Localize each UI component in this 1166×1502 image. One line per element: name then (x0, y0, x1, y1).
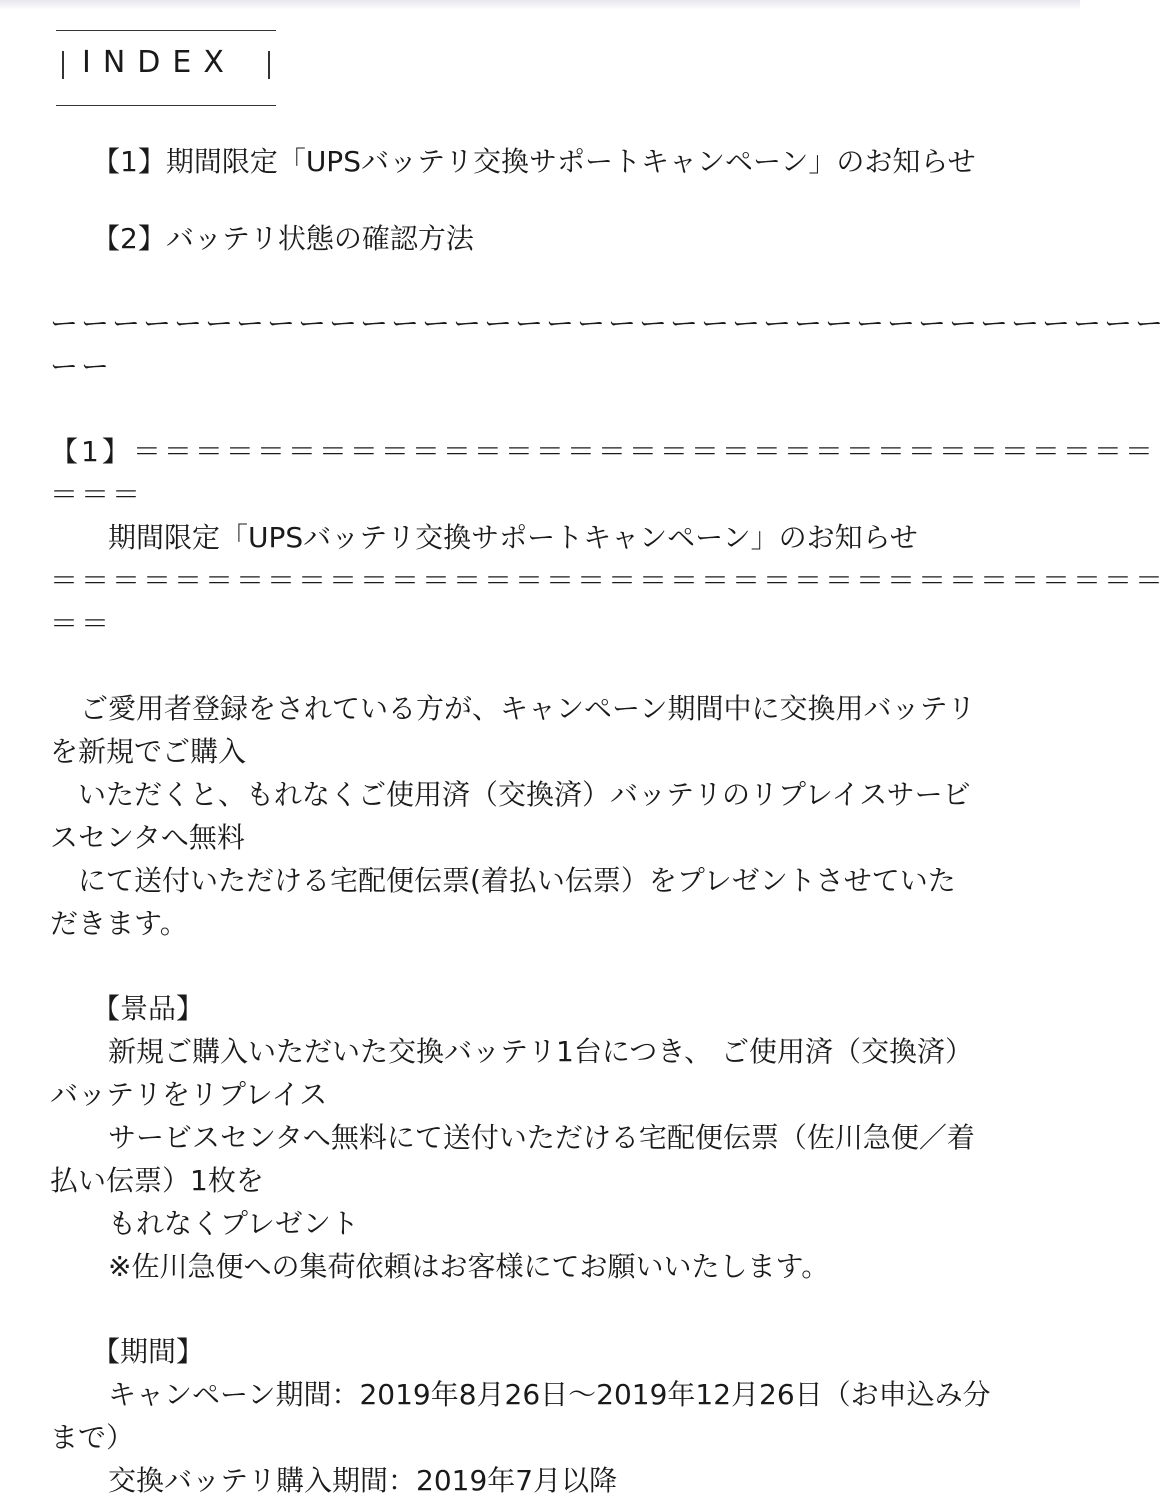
index-box-left-bar (62, 51, 64, 79)
prize-line: サービスセンタへ無料にて送付いただける宅配便伝票（佐川急便／着 (108, 1121, 975, 1154)
prize-heading: 【景品】 (92, 992, 205, 1025)
section1-rule-bottom: ＝＝＝＝＝＝＝＝＝＝＝＝＝＝＝＝＝＝＝＝＝＝＝＝＝＝＝＝＝＝＝＝＝＝＝＝ (50, 564, 1166, 597)
prize-note: ※佐川急便への集荷依頼はお客様にてお願いいたします。 (108, 1250, 830, 1283)
intro-line: いただくと、もれなくご使用済（交換済）バッテリのリプレイスサービ (78, 778, 971, 811)
prize-line: 新規ご購入いただいた交換バッテリ1台につき、 ご使用済（交換済） (108, 1035, 974, 1068)
index-box-right-bar (268, 51, 270, 79)
dash-separator-cont: ーー (50, 350, 113, 383)
prize-line: もれなくプレゼント (108, 1207, 359, 1240)
email-body (50, 30, 1166, 1502)
index-item-1: 【1】期間限定「UPSバッテリ交換サポートキャンペーン」のお知らせ (92, 145, 976, 178)
prize-line: バッテリをリプレイス (50, 1078, 328, 1111)
section1-title: 期間限定「UPSバッテリ交換サポートキャンペーン」のお知らせ (108, 521, 918, 554)
section1-rule-bottom-cont: ＝＝ (50, 607, 113, 640)
index-item-2: 【2】バッテリ状態の確認方法 (92, 222, 474, 255)
dash-separator: ーーーーーーーーーーーーーーーーーーーーーーーーーーーーーーーーーーーー (50, 307, 1166, 340)
period-line: まで） (50, 1421, 135, 1454)
section1-heading-rule: 【1】＝＝＝＝＝＝＝＝＝＝＝＝＝＝＝＝＝＝＝＝＝＝＝＝＝＝＝＝＝＝＝＝＝ (50, 435, 1156, 468)
index-label: INDEX (82, 45, 236, 80)
top-edge-shadow (0, 0, 1080, 10)
prize-line: 払い伝票）1枚を (50, 1164, 264, 1197)
intro-line: スセンタへ無料 (50, 821, 245, 854)
index-box (56, 30, 276, 106)
intro-line: ご愛用者登録をされている方が、キャンペーン期間中に交換用バッテリ (80, 692, 976, 725)
intro-line: を新規でご購入 (50, 735, 247, 768)
period-line: 交換バッテリ購入期間：2019年7月以降 (108, 1464, 618, 1497)
intro-line: だきます。 (50, 907, 188, 940)
period-heading: 【期間】 (92, 1335, 205, 1368)
period-line: キャンペーン期間：2019年8月26日〜2019年12月26日（お申込み分 (108, 1378, 991, 1411)
intro-line: にて送付いただける宅配便伝票(着払い伝票）をプレゼントさせていた (78, 864, 956, 897)
section1-heading-rule-cont: ＝＝＝ (50, 478, 144, 511)
